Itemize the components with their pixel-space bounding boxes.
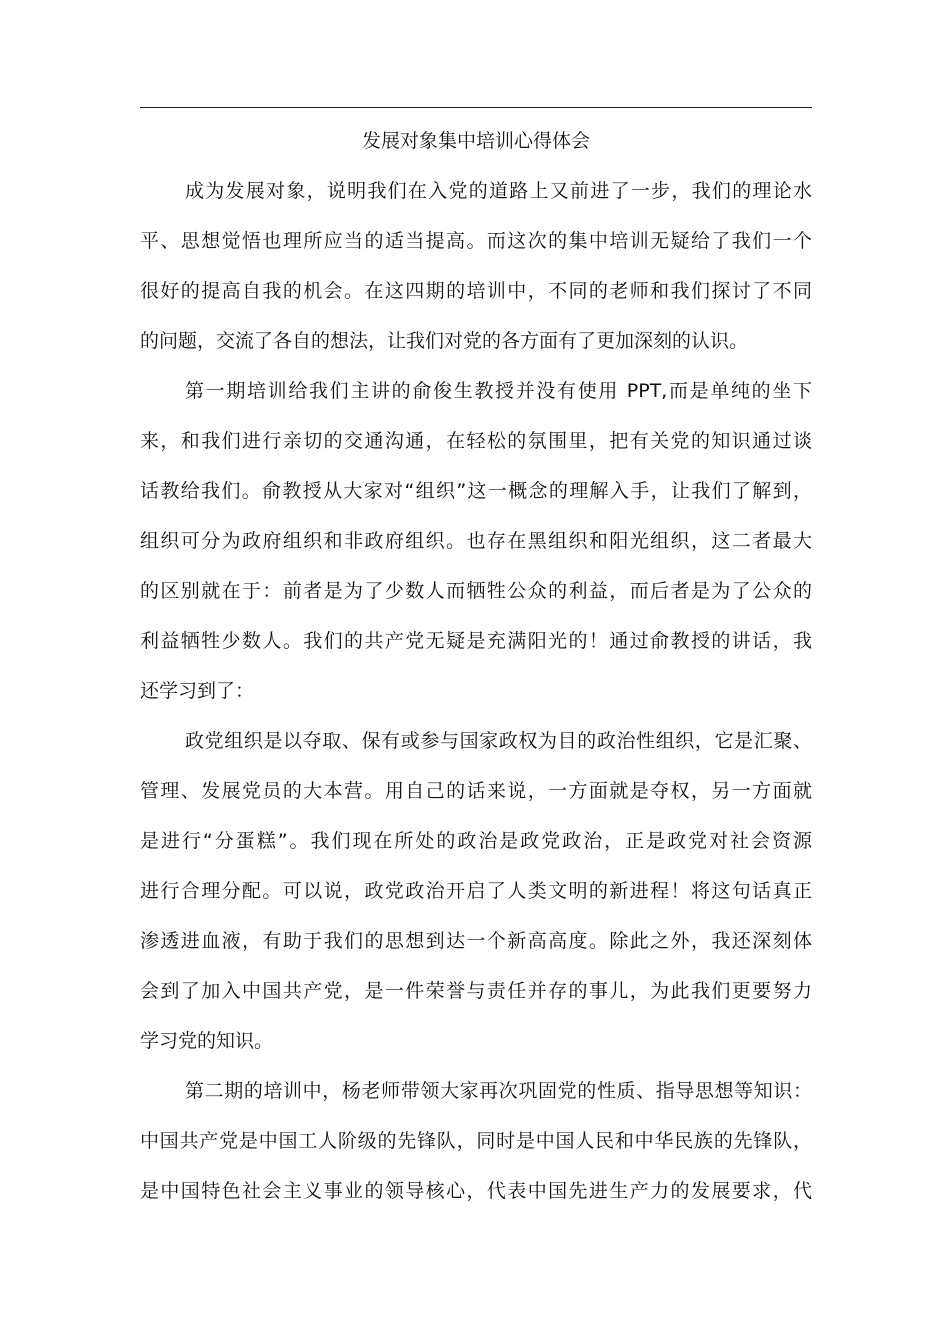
text-line: 很好的提高自我的机会。在这四期的培训中，不同的老师和我们探讨了不同 [140, 280, 812, 302]
text-line: 中国共产党是中国工人阶级的先锋队，同时是中国人民和中华民族的先锋队， [140, 1130, 812, 1152]
document-title: 发展对象集中培训心得体会 [361, 130, 590, 152]
text-line: 进行合理分配。可以说，政党政治开启了人类文明的新进程！将这句话真正 [140, 880, 812, 902]
text-line: 管理、发展党员的大本营。用自己的话来说，一方面就是夺权，另一方面就 [140, 780, 812, 802]
text-line: 是进行“分蛋糕”。我们现在所处的政治是政党政治，正是政党对社会资源 [140, 830, 812, 852]
text-line: 是中国特色社会主义事业的领导核心，代表中国先进生产力的发展要求，代 [140, 1180, 812, 1202]
text-line: 的区别就在于：前者是为了少数人而牺牲公众的利益，而后者是为了公众的 [140, 580, 812, 602]
text-line: 组织可分为政府组织和非政府组织。也存在黑组织和阳光组织，这二者最大 [140, 530, 812, 552]
text-line: 利益牺牲少数人。我们的共产党无疑是充满阳光的！通过俞教授的讲话，我 [140, 630, 812, 652]
text-line: 第二期的培训中，杨老师带领大家再次巩固党的性质、指导思想等知识： [185, 1080, 812, 1102]
text-line: 政党组织是以夺取、保有或参与国家政权为目的政治性组织，它是汇聚、 [185, 730, 812, 752]
text-line: 学习党的知识。 [140, 1030, 274, 1052]
text-line: 渗透进血液，有助于我们的思想到达一个新高高度。除此之外，我还深刻体 [140, 930, 812, 952]
text-line: 话教给我们。俞教授从大家对“组织”这一概念的理解入手，让我们了解到， [140, 480, 812, 502]
text-line: 成为发展对象，说明我们在入党的道路上又前进了一步，我们的理论水 [185, 180, 812, 202]
text-line: 第一期培训给我们主讲的俞俊生教授并没有使用 PPT,而是单纯的坐下 [185, 380, 812, 402]
text-line: 来，和我们进行亲切的交通沟通，在轻松的氛围里，把有关党的知识通过谈 [140, 430, 812, 452]
text-line: 还学习到了： [140, 680, 255, 702]
text-line: 平、思想觉悟也理所应当的适当提高。而这次的集中培训无疑给了我们一个 [140, 230, 812, 252]
header-rule [140, 107, 812, 108]
text-line: 会到了加入中国共产党，是一件荣誉与责任并存的事儿，为此我们更要努力 [140, 980, 812, 1002]
text-line: 的问题，交流了各自的想法，让我们对党的各方面有了更加深刻的认识。 [140, 330, 749, 352]
